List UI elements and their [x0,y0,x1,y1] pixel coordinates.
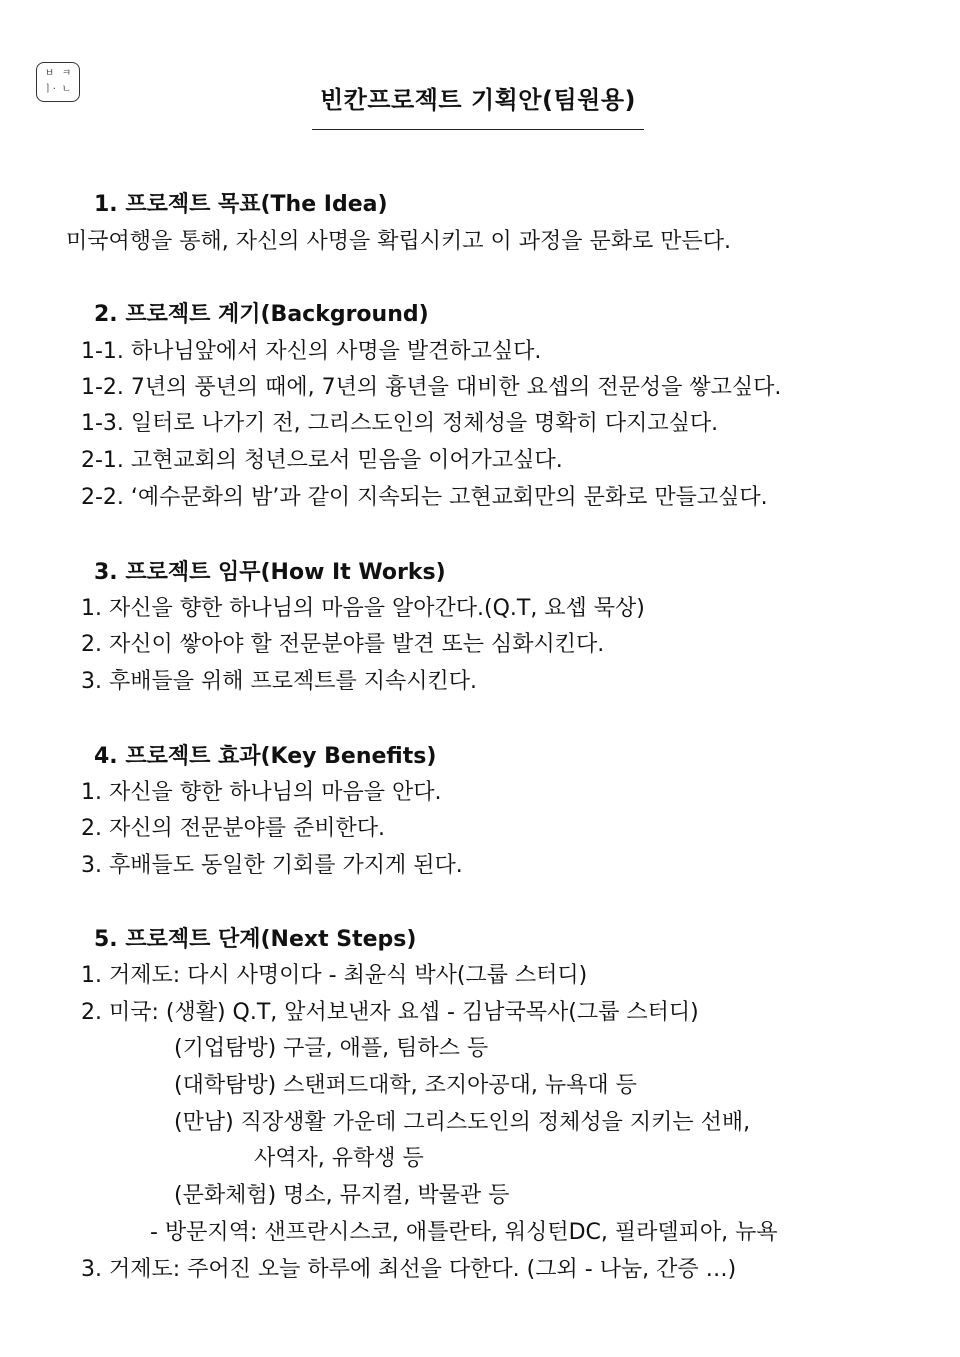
section-line: 3. 후배들도 동일한 기회를 가지게 된다. [81,853,463,878]
section-heading-background: 2. 프로젝트 계기(Background) [94,302,429,327]
section-line: 사역자, 유학생 등 [254,1146,424,1171]
section-line: 미국여행을 통해, 자신의 사명을 확립시키고 이 과정을 문화로 만든다. [66,229,731,254]
section-heading-key-benefits: 4. 프로젝트 효과(Key Benefits) [94,744,437,769]
logo-char: ㅋ [61,68,72,79]
section-line: 3. 후배들을 위해 프로젝트를 지속시킨다. [81,669,477,694]
title-underline [312,129,644,130]
section-line: 2. 자신의 전문분야를 준비한다. [81,816,385,841]
section-line: 1. 자신을 향한 하나님의 마음을 알아간다.(Q.T, 요셉 묵상) [81,596,645,621]
logo-char: ㅂ [44,68,55,79]
section-heading-next-steps: 5. 프로젝트 단계(Next Steps) [94,927,417,952]
section-line: 2. 자신이 쌓아야 할 전문분야를 발견 또는 심화시킨다. [81,632,605,657]
section-line: 3. 거제도: 주어진 오늘 하루에 최선을 다한다. (그외 - 나눔, 간증 …) [81,1257,737,1282]
section-line: 1. 거제도: 다시 사명이다 - 최윤식 박사(그룹 스터디) [81,963,588,988]
logo [36,62,80,102]
section-line: 1. 자신을 향한 하나님의 마음을 안다. [81,780,442,805]
page-title: 빈칸프로젝트 기획안(팀원용) [319,86,636,114]
logo-char: ㄴ [61,84,72,95]
title-block [312,80,644,130]
section-line: (문화체험) 명소, 뮤지컬, 박물관 등 [174,1183,510,1208]
section-line: (기업탐방) 구글, 애플, 팀하스 등 [174,1036,489,1061]
section-line: 2-1. 고현교회의 청년으로서 믿음을 이어가고싶다. [81,448,563,473]
section-line: 1-2. 7년의 풍년의 때에, 7년의 흉년을 대비한 요셉의 전문성을 쌓고싶다. [81,375,782,400]
section-line: 2. 미국: (생활) Q.T, 앞서보낸자 요셉 - 김남국목사(그룹 스터디) [81,1000,699,1025]
section-line: (만남) 직장생활 가운데 그리스도인의 정체성을 지키는 선배, [174,1110,751,1135]
logo-char: ㅣ· [43,84,56,95]
section-line: 1-1. 하나님앞에서 자신의 사명을 발견하고싶다. [81,339,542,364]
section-line: 2-2. ‘예수문화의 밤’과 같이 지속되는 고현교회만의 문화로 만들고싶다. [81,485,768,510]
section-heading-how-it-works: 3. 프로젝트 임무(How It Works) [94,560,446,585]
section-line: (대학탐방) 스탠퍼드대학, 조지아공대, 뉴욕대 등 [174,1073,637,1098]
section-line: - 방문지역: 샌프란시스코, 애틀란타, 워싱턴DC, 필라델피아, 뉴욕 [150,1220,778,1245]
section-line: 1-3. 일터로 나가기 전, 그리스도인의 정체성을 명확히 다지고싶다. [81,411,719,436]
section-heading-idea: 1. 프로젝트 목표(The Idea) [94,192,388,217]
